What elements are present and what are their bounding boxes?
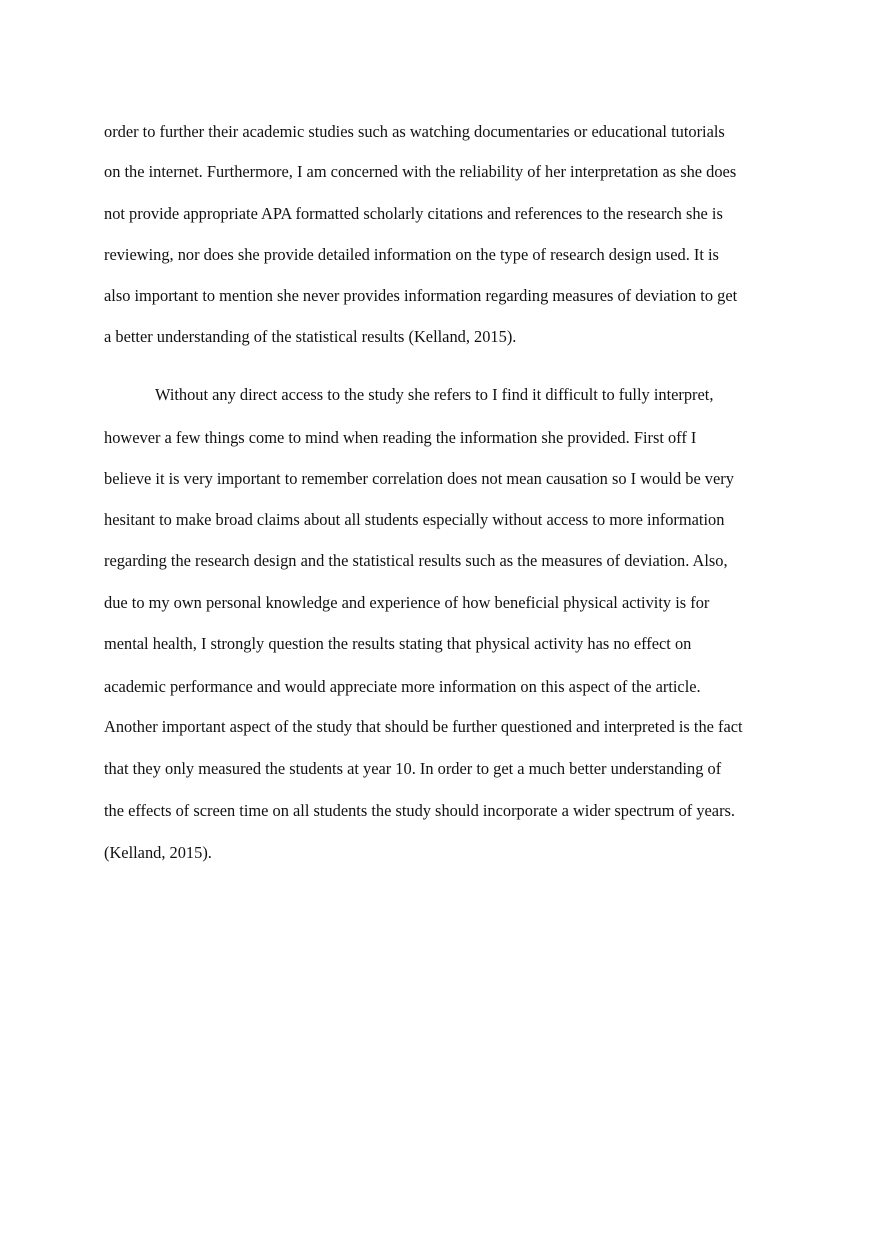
text-line: reviewing, nor does she provide detailed information on the type of research design used. It is bbox=[104, 245, 719, 264]
text-line: Without any direct access to the study she refers to I find it difficult to fully interpret, bbox=[155, 385, 714, 404]
text-line: the effects of screen time on all students the study should incorporate a wider spectrum of years. bbox=[104, 801, 735, 820]
text-line: regarding the research design and the statistical results such as the measures of deviation. Also, bbox=[104, 551, 728, 570]
text-line: believe it is very important to remember correlation does not mean causation so I would be very bbox=[104, 469, 734, 488]
text-line: also important to mention she never provides information regarding measures of deviation to get bbox=[104, 286, 738, 305]
text-line: hesitant to make broad claims about all students especially without access to more information bbox=[104, 510, 725, 529]
text-line: however a few things come to mind when reading the information she provided. First off I bbox=[104, 428, 697, 447]
text-line: order to further their academic studies such as watching documentaries or educational tutorials bbox=[104, 122, 725, 141]
text-line: on the internet. Furthermore, I am concerned with the reliability of her interpretation as she does bbox=[104, 162, 737, 181]
text-line: mental health, I strongly question the results stating that physical activity has no effect on bbox=[104, 634, 692, 653]
text-line: that they only measured the students at year 10. In order to get a much better understanding of bbox=[104, 759, 722, 778]
text-line: (Kelland, 2015). bbox=[104, 843, 212, 862]
text-line: not provide appropriate APA formatted scholarly citations and references to the research she is bbox=[104, 204, 723, 223]
text-line: a better understanding of the statistical results (Kelland, 2015). bbox=[104, 327, 517, 346]
text-line: due to my own personal knowledge and experience of how beneficial physical activity is for bbox=[104, 593, 710, 612]
text-line: Another important aspect of the study that should be further questioned and interpreted is the fact bbox=[104, 717, 743, 736]
text-line: academic performance and would appreciate more information on this aspect of the article. bbox=[104, 677, 701, 696]
